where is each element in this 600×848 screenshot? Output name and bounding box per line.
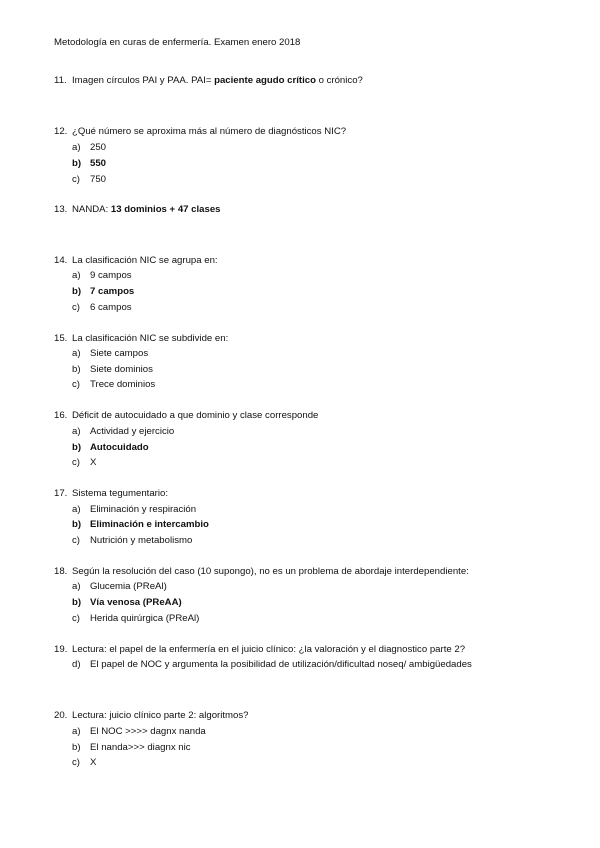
option-letter: b) bbox=[72, 742, 81, 753]
option-letter: c) bbox=[72, 613, 80, 624]
question-number: 16. bbox=[54, 410, 68, 421]
question-number: 19. bbox=[54, 644, 68, 655]
option-letter: b) bbox=[72, 442, 82, 453]
question-text: ¿Qué número se aproxima más al número de diagnósticos NIC? bbox=[72, 126, 347, 137]
option-text: Herida quirúrgica (PReAl) bbox=[90, 613, 200, 624]
option-text-correct: 7 campos bbox=[90, 286, 135, 297]
option-text-correct: Eliminación e intercambio bbox=[90, 519, 209, 530]
option-text: El NOC >>>> dagnx nanda bbox=[90, 726, 206, 737]
option-text-correct: Vía venosa (PReAA) bbox=[90, 597, 182, 608]
option-text: 9 campos bbox=[90, 270, 132, 281]
option-letter: b) bbox=[72, 364, 81, 375]
option-letter: c) bbox=[72, 757, 80, 768]
answer-highlight: 13 dominios + 47 clases bbox=[110, 204, 221, 215]
question-number: 20. bbox=[54, 710, 68, 721]
option-text: Trece dominios bbox=[90, 379, 156, 390]
option-text: El nanda>>> diagnx nic bbox=[90, 742, 191, 753]
option-letter: b) bbox=[72, 597, 82, 608]
option-text: 250 bbox=[90, 142, 107, 153]
question-text: Déficit de autocuidado a que dominio y clase corresponde bbox=[72, 410, 319, 421]
option-text: Siete campos bbox=[90, 348, 149, 359]
question-text: La clasificación NIC se agrupa en: bbox=[72, 255, 218, 266]
option-text: Siete dominios bbox=[90, 364, 153, 375]
question-number: 14. bbox=[54, 255, 68, 266]
option-text: Glucemia (PReAl) bbox=[90, 581, 167, 592]
option-letter: b) bbox=[72, 286, 82, 297]
option-letter: a) bbox=[72, 581, 81, 592]
option-letter: c) bbox=[72, 302, 80, 313]
option-text: 750 bbox=[90, 174, 107, 185]
question-text: La clasificación NIC se subdivide en: bbox=[72, 333, 229, 344]
question-text: Imagen círculos PAI y PAA. PAI= paciente agudo crítico o crónico? bbox=[72, 75, 363, 86]
option-letter: d) bbox=[72, 659, 81, 670]
question-number: 13. bbox=[54, 204, 68, 215]
option-letter: a) bbox=[72, 726, 81, 737]
question-text: Sistema tegumentario: bbox=[72, 488, 168, 499]
option-letter: c) bbox=[72, 379, 80, 390]
option-text: El papel de NOC y argumenta la posibilidad de utilización/dificultad noseq/ ambigüedades bbox=[90, 659, 472, 670]
question-text: Lectura: juicio clínico parte 2: algoritmos? bbox=[72, 710, 249, 721]
option-letter: c) bbox=[72, 457, 80, 468]
question-number: 18. bbox=[54, 566, 68, 577]
answer-highlight: paciente agudo crítico bbox=[214, 75, 316, 86]
document-title: Metodología en curas de enfermería. Examen enero 2018 bbox=[54, 37, 301, 48]
question-text: Según la resolución del caso (10 supongo), no es un problema de abordaje interdependiente: bbox=[72, 566, 469, 577]
option-letter: b) bbox=[72, 519, 82, 530]
question-number: 17. bbox=[54, 488, 68, 499]
option-text: X bbox=[90, 457, 97, 468]
option-letter: a) bbox=[72, 270, 81, 281]
option-text-correct: 550 bbox=[90, 158, 107, 169]
question-text: NANDA: 13 dominios + 47 clases bbox=[72, 204, 221, 215]
option-letter: c) bbox=[72, 174, 80, 185]
question-number: 15. bbox=[54, 333, 68, 344]
option-letter: a) bbox=[72, 142, 81, 153]
option-letter: a) bbox=[72, 504, 81, 515]
question-text: Lectura: el papel de la enfermería en el juicio clínico: ¿la valoración y el diagnostico parte 2? bbox=[72, 644, 466, 655]
option-text: Nutrición y metabolismo bbox=[90, 535, 193, 546]
option-text: Actividad y ejercicio bbox=[90, 426, 175, 437]
option-letter: c) bbox=[72, 535, 80, 546]
option-text: 6 campos bbox=[90, 302, 132, 313]
option-text: X bbox=[90, 757, 97, 768]
option-text: Eliminación y respiración bbox=[90, 504, 197, 515]
option-letter: b) bbox=[72, 158, 82, 169]
option-letter: a) bbox=[72, 426, 81, 437]
option-letter: a) bbox=[72, 348, 81, 359]
question-number: 11. bbox=[54, 75, 67, 86]
question-number: 12. bbox=[54, 126, 68, 137]
option-text-correct: Autocuidado bbox=[90, 442, 149, 453]
